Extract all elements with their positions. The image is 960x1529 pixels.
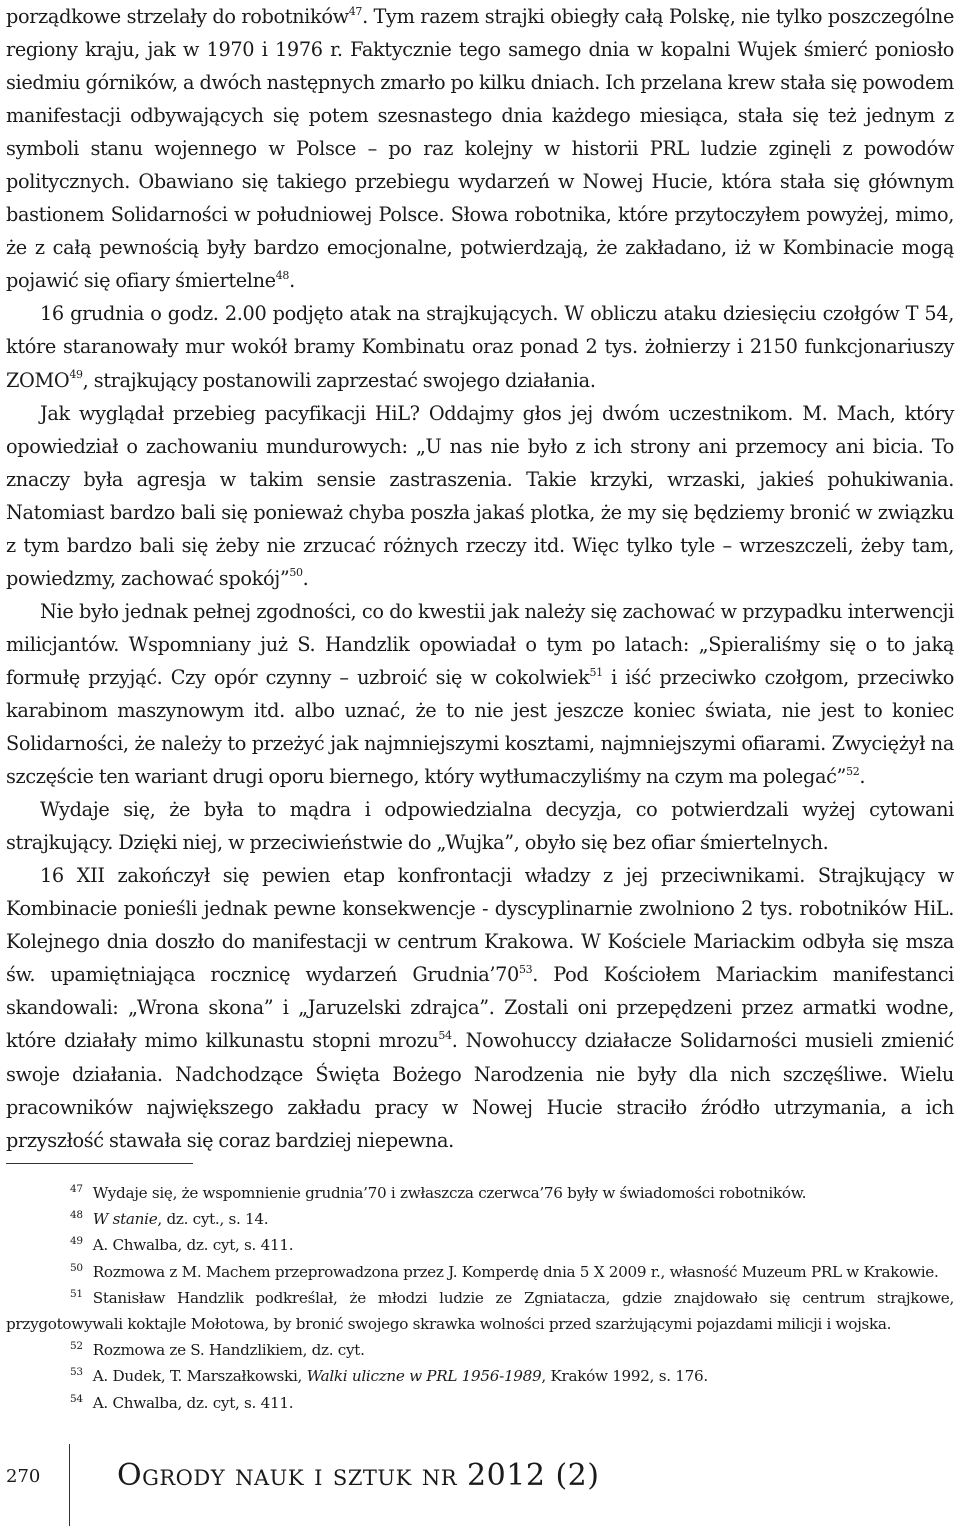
text-run: , dz. cyt., s. 14. (157, 1210, 269, 1229)
footnote: 52 Rozmowa ze S. Handzlikiem, dz. cyt. (70, 1340, 365, 1360)
journal-title: Ogrody nauk i sztuk nr 2012 (2) (117, 1458, 600, 1493)
text-run: porządkowe strzelały do robotników (6, 5, 349, 28)
paragraph (6, 859, 954, 1156)
page-number: 270 (6, 1466, 41, 1487)
footer-divider (69, 1444, 70, 1526)
text-run: 16 grudnia o godz. 2.00 podjęto atak na strajkujących. W obliczu ataku dziesięciu czołgów T 54, które staranowały mur wokół bramy Kombinatu oraz ponad 2 tys. żołnierzy i 2150 funkcjonariuszy ZOMO (6, 302, 954, 392)
text-run: Nie było jednak pełnej zgodności, co do kwestii jak należy się zachować w przypadku interwencji milicjantów. Wspomniany już S. Handzlik opowiadał o tym po latach: „Spieraliśmy się o to jaką formułę przyjąć. Czy opór czynny – uzbroić się w cokolwiek (6, 599, 954, 689)
text-run: . (859, 765, 866, 789)
footnote-ref: 48 (275, 268, 290, 282)
text-run: . (302, 566, 309, 590)
paragraph (6, 595, 954, 793)
footnote-ref: 54 (438, 1029, 452, 1043)
text-run: Rozmowa z M. Machem przeprowadzona przez J. Komperdę dnia 5 X 2009 r., własność Muzeum PRL w Krakowie. (92, 1262, 939, 1281)
paragraph (6, 397, 954, 595)
footnote-ref: 53 (518, 962, 533, 976)
footnote: 51 Stanisław Handzlik podkreślał, że młodzi ludzie ze Zgniatacza, gdzie znajdowało się centrum strajkowe, przygotowywali koktajle Mołotowa, by bronić swojego skrawka wolności przed szarżującymi pojazdami milicji i wojska. (6, 1287, 954, 1334)
footnote: 54 A. Chwalba, dz. cyt, s. 411. (70, 1392, 294, 1412)
footnote-ref: 51 (589, 665, 603, 679)
body-text (6, 0, 954, 1157)
paragraph (6, 0, 954, 297)
paragraph (6, 793, 954, 859)
text-run: , strajkujący postanowili zaprzestać swojego działania. (82, 368, 596, 392)
footnote-ref: 49 (69, 368, 83, 382)
text-run: . (289, 269, 295, 293)
text-run: , Kraków 1992, s. 176. (541, 1367, 708, 1386)
footnote-ref: 50 (289, 566, 303, 580)
text-run: Jak wyglądał przebieg pacyfikacji HiL? Oddajmy głos jej dwóm uczestnikom. M. Mach, który opowiedział o zachowaniu mundurowych: „U nas nie było z ich strony ani przemocy ani bicia. To znaczy była agresja w takim sensie zastraszenia. Takie krzyki, wrzaski, jakieś pohukiwania. Natomiast bardzo bali się ponieważ chyba poszła jakaś plotka, że my się będziemy bronić w związku z tym bardzo bali się żeby nie zrzucać różnych rzeczy itd. Więc tylko tyle – wrzeszczeli, żeby tam, powiedzmy, zachować spokój” (6, 401, 954, 590)
text-run: . Nowohuccy działacze Solidarności musieli zmienić swoje działania. Nadchodzące Święta Bożego Narodzenia nie były dla nich szczęśliwe. Wielu pracowników największego zakładu pracy w Nowej Hucie straciło źródło utrzymania, a ich przyszłość stawała się coraz bardziej niepewna. (6, 1029, 954, 1152)
italic-text: W stanie (92, 1210, 158, 1229)
text-run: A. Chwalba, dz. cyt, s. 411. (92, 1393, 294, 1412)
text-run: . Pod Kościołem Mariackim manifestanci skandowali: „Wrona skona” i „Jaruzelski zdrajca”. Zostali oni przepędzeni przez armatki wodne, które działały mimo kilkunastu stopni mrozu (6, 963, 954, 1053)
footnote-ref: 47 (348, 4, 363, 18)
italic-text: Walki uliczne w PRL 1956-1989 (306, 1367, 542, 1386)
footnote: 48 W stanie, dz. cyt., s. 14. (70, 1209, 269, 1229)
text-run: . Tym razem strajki obiegły całą Polskę, nie tylko poszczególne regiony kraju, jak w 1970 i 1976 r. Faktycznie tego samego dnia w kopalni Wujek śmierć poniosło siedmiu górników, a dwóch następnych zmarło po kilku dniach. Ich przelana krew stała się powodem manifestacji odbywających się potem szesnastego dnia każdego miesiąca, stała się też jednym z symboli stanu wojennego w Polsce – po raz kolejny w historii PRL ludzie zginęli z powodów politycznych. Obawiano się takiego przebiegu wydarzeń w Nowej Hucie, która stała się głównym bastionem Solidarności w południowej Polsce. Słowa robotnika, które przytoczyłem powyżej, mimo, że z całą pewnością były bardzo emocjonalne, potwierdzają, że zakładano, iż w Kombinacie mogą pojawić się ofiary śmiertelne (6, 5, 955, 293)
text-run: Stanisław Handzlik podkreślał, że młodzi ludzie ze Zgniatacza, gdzie znajdowało się centrum strajkowe, przygotowywali koktajle Mołotowa, by bronić swojego skrawka wolności przed szarżującymi pojazdami milicji i wojska. (6, 1288, 954, 1334)
footnote: 53 A. Dudek, T. Marszałkowski, Walki uliczne w PRL 1956-1989, Kraków 1992, s. 176. (70, 1366, 708, 1386)
text-run: A. Chwalba, dz. cyt, s. 411. (92, 1236, 294, 1255)
footnote: 49 A. Chwalba, dz. cyt, s. 411. (70, 1235, 294, 1255)
text-run: A. Dudek, T. Marszałkowski, (92, 1367, 307, 1386)
footnote: 47 Wydaje się, że wspomnienie grudnia’70 i zwłaszcza czerwca’76 były w świadomości robotników. (70, 1182, 807, 1202)
text-run: Wydaje się, że wspomnienie grudnia’70 i zwłaszcza czerwca’76 były w świadomości robotników. (92, 1184, 807, 1202)
text-run: i iść przeciwko czołgom, przeciwko karabinom maszynowym itd. albo uznać, że to nie jest jeszcze koniec świata, nie jest to koniec Solidarności, że należy to przeżyć jak najmniejszymi kosztami, najmniejszymi ofiarami. Zwyciężył na szczęście ten wariant drugi oporu biernego, który wytłumaczyliśmy na czym ma polegać” (6, 665, 954, 789)
footnote: 50 Rozmowa z M. Machem przeprowadzona przez J. Komperdę dnia 5 X 2009 r., własność Muzeum PRL w Krakowie. (70, 1261, 939, 1281)
footnote-separator (6, 1163, 193, 1164)
footnote-ref: 52 (846, 764, 860, 778)
paragraph (6, 297, 954, 396)
text-run: Rozmowa ze S. Handzlikiem, dz. cyt. (92, 1341, 365, 1360)
footnotes (6, 1180, 954, 1416)
text-run: Wydaje się, że była to mądra i odpowiedzialna decyzja, co potwierdzali wyżej cytowani strajkujący. Dzięki niej, w przeciwieństwie do „Wujka”, obyło się bez ofiar śmiertelnych. (6, 798, 954, 855)
text-run: 16 XII zakończył się pewien etap konfrontacji władzy z jej przeciwnikami. Strajkujący w Kombinacie ponieśli jednak pewne konsekwencje - dyscyplinarnie zwolniono 2 tys. robotników HiL. Kolejnego dnia doszło do manifestacji w centrum Krakowa. W Kościele Mariackim odbyła się msza św. upamiętniająca rocznicę wydarzeń Grudnia’70 (6, 864, 954, 987)
